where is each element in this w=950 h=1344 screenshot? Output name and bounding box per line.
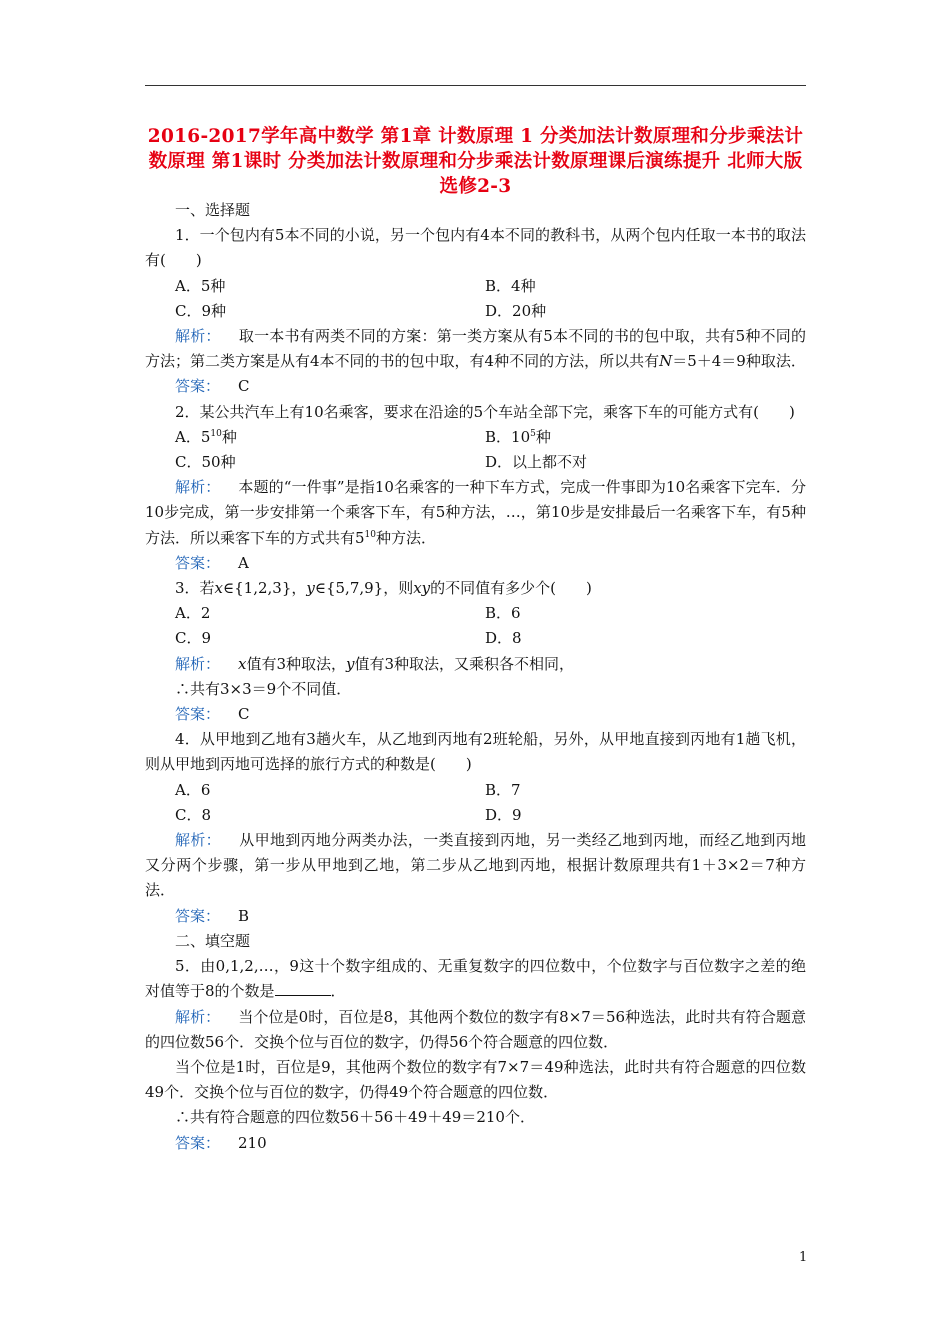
option-d: D．20种 [485,301,547,320]
question-5: 5．由0,1,2,…，9这十个数字组成的、无重复数字的四位数中，个位数字与百位数字之差的绝对值等于8的个数是 ． [145,957,806,1001]
answer-label: 答案： [175,705,221,724]
option-a: A．6 [175,780,211,799]
answer-label: 答案： [175,377,221,396]
option-d: D．8 [485,629,522,648]
page-number: 1 [799,1250,808,1265]
question-3-options-row2 [145,626,806,651]
option-c: C．8 [175,805,212,824]
analysis-label: 解析： [175,478,221,497]
option-b: B．$10^5$种 [485,427,551,446]
option-b: B．7 [485,780,521,799]
question-1-analysis: 解析： 取一本书有两类不同的方案：第一类方案从有5本不同的书的包中取，共有5种不同的方法；第二类方案是从有4本不同的书的包中取，有4种不同的方法，所以共有N＝5＋4＝9种取法． [145,327,806,371]
option-d: D．9 [485,805,522,824]
answer-blank [275,981,331,996]
option-a: A．5种 [175,276,226,295]
question-5-analysis-3: ∴共有符合题意的四位数56＋56＋49＋49＝210个． [175,1108,535,1127]
question-2-analysis: 解析： 本题的“一件事”是指10名乘客的一种下车方式，完成一件事即为10名乘客下完车．分10步完成，第一步安排第一个乘客下车，有5种方法，…，第10步是安排最后一名乘客下车，有5种方法．所以乘客下车的方式共有$5^{10}$种方法． [145,478,806,547]
question-4-options-row1 [145,778,806,803]
question-4-options-row2 [145,803,806,828]
answer-label: 答案： [175,906,221,925]
question-5-analysis: 解析： 当个位是0时，百位是8，其他两个数位的数字有8×7＝56种选法，此时共有符合题意的四位数56个．交换个位与百位的数字，仍得56个符合题意的四位数． [145,1007,806,1051]
question-2: 2．某公共汽车上有10名乘客，要求在沿途的5个车站全部下完，乘客下车的可能方式有( ) [175,402,795,421]
question-3-options-row1 [145,601,806,626]
question-1-options-row1 [145,274,806,299]
answer-label: 答案： [175,553,221,572]
analysis-label: 解析： [175,654,221,673]
question-4-answer: 答案： B [175,906,250,925]
section-heading-choice: 一、选择题 [175,201,251,219]
question-1: 1．一个包内有5本不同的小说，另一个包内有4本不同的教科书，从两个包内任取一本书的取法有( ) [145,226,806,270]
analysis-label: 解析： [175,1007,221,1026]
section-heading-fill: 二、填空题 [175,931,251,950]
question-3: 3．若x∈{1,2,3}，y∈{5,7,9}，则xy的不同值有多少个( ) [175,579,592,598]
question-2-answer: 答案： A [175,553,249,572]
question-5-answer: 答案： 210 [175,1133,267,1152]
option-c: C．9 [175,629,212,648]
option-d: D．以上都不对 [485,453,588,472]
question-5-analysis-2: 当个位是1时，百位是9，其他两个数位的数字有7×7＝49种选法，此时共有符合题意的四位数49个．交换个位与百位的数字，仍得49个符合题意的四位数． [145,1057,806,1102]
question-3-analysis: 解析： x值有3种取法，y值有3种取法，又乘积各不相同， [175,654,575,673]
analysis-label: 解析： [175,831,221,850]
question-4: 4．从甲地到乙地有3趟火车，从乙地到丙地有2班轮船，另外，从甲地直接到丙地有1趟飞机，则从甲地到丙地可选择的旅行方式的种数是( ) [145,730,806,774]
document-body [145,198,806,1156]
document-title: 2016-2017学年高中数学 第1章 计数原理 1 分类加法计数原理和分步乘法计数原理 第1课时 分类加法计数原理和分步乘法计数原理课后演练提升 北师大版选修2-3 [147,126,804,197]
question-3-analysis-conclusion: ∴共有3×3＝9个不同值． [175,679,352,698]
option-c: C．9种 [175,301,227,320]
question-1-options-row2 [145,299,806,324]
header-rule [145,85,806,86]
question-3-answer: 答案： C [175,705,250,724]
option-b: B．6 [485,604,521,623]
question-2-options-row1 [145,425,806,450]
question-2-options-row2 [145,450,806,475]
question-1-answer: 答案： C [175,377,250,396]
option-c: C．50种 [175,453,236,472]
analysis-label: 解析： [175,327,221,346]
question-4-analysis: 解析： 从甲地到丙地分两类办法，一类直接到丙地，另一类经乙地到丙地，而经乙地到丙地又分两个步骤，第一步从甲地到乙地，第二步从乙地到丙地，根据计数原理共有1＋3×2＝7种方法． [145,831,806,900]
option-a: A．$5^{10}$种 [175,427,237,446]
answer-label: 答案： [175,1133,221,1152]
option-a: A．2 [175,604,211,623]
option-b: B．4种 [485,276,536,295]
